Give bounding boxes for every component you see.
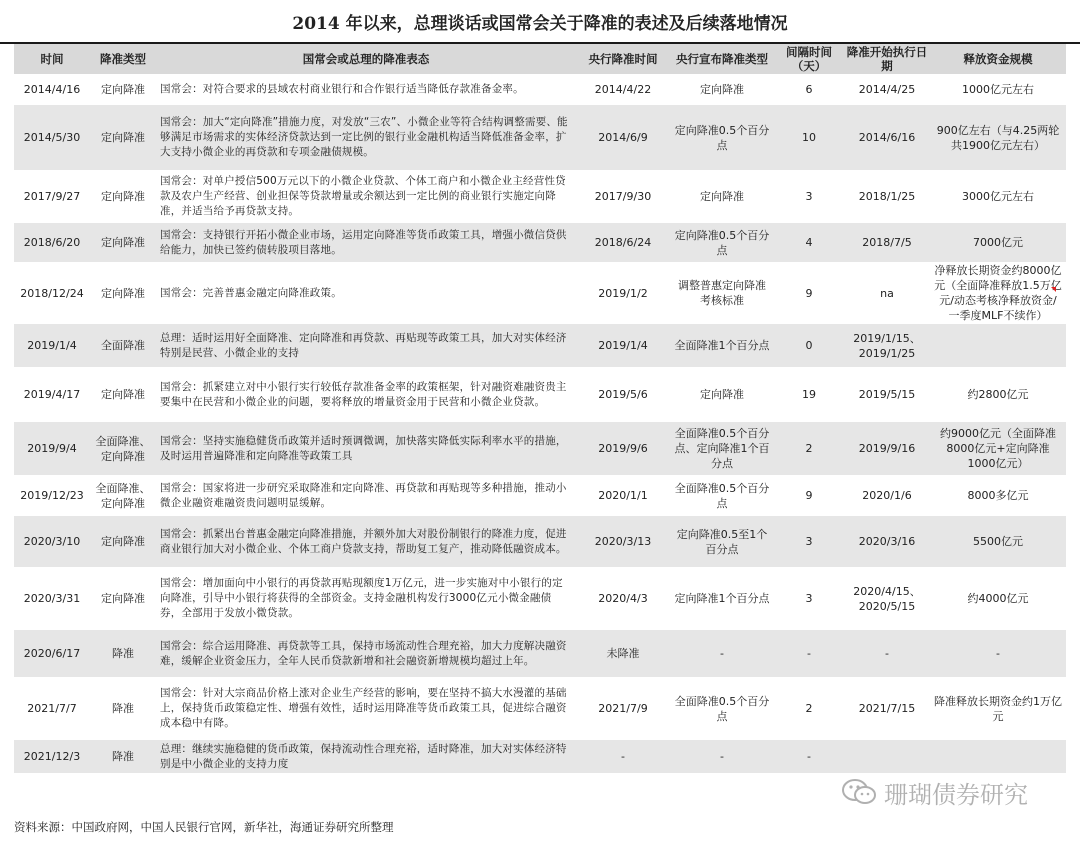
col-header-interval: 间隔时间（天）: [774, 44, 844, 75]
cell-statement: 国常会：对单户授信500万元以下的小微企业贷款、个体工商户和小微企业主经营性贷款及农户生产经营、创业担保等贷款增量或余额达到一定比例的商业银行实施定向降准，并适当给予再贷款支持。: [156, 171, 576, 223]
cell-release: [930, 740, 1066, 774]
cell-pboc-time: 2019/1/2: [576, 263, 670, 324]
table-row: [14, 223, 1066, 263]
cell-pboc-type: -: [670, 740, 774, 774]
cell-start: na: [844, 263, 930, 324]
cell-type: 定向降准: [90, 223, 156, 263]
cell-start: 2018/1/25: [844, 171, 930, 223]
cell-release: 5500亿元: [930, 516, 1066, 568]
table-row: [14, 740, 1066, 774]
cell-start: 2019/1/15、2019/1/25: [844, 324, 930, 368]
cell-type: 定向降准: [90, 263, 156, 324]
cell-pboc-time: 2019/1/4: [576, 324, 670, 368]
cell-release: 3000亿元左右: [930, 171, 1066, 223]
col-header-type: 降准类型: [90, 44, 156, 75]
cell-type: 降准: [90, 740, 156, 774]
col-header-pboc-type: 央行宣布降准类型: [670, 44, 774, 75]
cell-statement: 总理：适时运用好全面降准、定向降准和再贷款、再贴现等政策工具，加大对实体经济特别是民营、小微企业的支持: [156, 324, 576, 368]
cell-type: 全面降准: [90, 324, 156, 368]
cell-release: -: [930, 630, 1066, 678]
cell-time: 2021/7/7: [14, 678, 90, 740]
cell-interval: 9: [774, 476, 844, 516]
cell-start: 2020/1/6: [844, 476, 930, 516]
cell-time: 2020/3/31: [14, 568, 90, 630]
cell-start: [844, 740, 930, 774]
cell-pboc-type: 定向降准: [670, 368, 774, 422]
table-row: [14, 263, 1066, 324]
cell-pboc-time: -: [576, 740, 670, 774]
cell-pboc-type: 定向降准0.5个百分点: [670, 105, 774, 171]
cell-start: 2019/9/16: [844, 422, 930, 476]
cell-interval: 2: [774, 422, 844, 476]
cell-time: 2021/12/3: [14, 740, 90, 774]
cell-pboc-type: 定向降准1个百分点: [670, 568, 774, 630]
col-header-start: 降准开始执行日期: [844, 44, 930, 75]
cell-start: 2018/7/5: [844, 223, 930, 263]
watermark: [840, 775, 1028, 809]
cell-start: 2019/5/15: [844, 368, 930, 422]
cell-interval: 9: [774, 263, 844, 324]
cell-interval: 3: [774, 568, 844, 630]
cell-pboc-time: 2020/3/13: [576, 516, 670, 568]
cell-interval: 2: [774, 678, 844, 740]
wechat-icon: [840, 777, 878, 807]
cell-pboc-time: 2019/5/6: [576, 368, 670, 422]
cell-interval: -: [774, 630, 844, 678]
cell-statement: 国常会：综合运用降准、再贷款等工具，保持市场流动性合理充裕，加大力度解决融资难，缓解企业资金压力，全年人民币贷款新增和社会融资新增规模均超过上年。: [156, 630, 576, 678]
cell-pboc-type: 调整普惠定向降准考核标准: [670, 263, 774, 324]
cell-statement: 国常会：坚持实施稳健货币政策并适时预调微调，加快落实降低实际利率水平的措施，及时运用普遍降准和定向降准等政策工具: [156, 422, 576, 476]
table-title: 2014 年以来，总理谈话或国常会关于降准的表述及后续落地情况: [0, 0, 1080, 44]
cell-pboc-time: 2017/9/30: [576, 171, 670, 223]
comment-marker: [1051, 287, 1056, 292]
cell-type: 全面降准、定向降准: [90, 422, 156, 476]
col-header-pboc-time: 央行降准时间: [576, 44, 670, 75]
cell-time: 2019/9/4: [14, 422, 90, 476]
cell-time: 2018/6/20: [14, 223, 90, 263]
cell-statement: 国常会：抓紧出台普惠金融定向降准措施，并额外加大对股份制银行的降准力度，促进商业银行加大对小微企业、个体工商户贷款支持，帮助复工复产，推动降低融资成本。: [156, 516, 576, 568]
cell-type: 定向降准: [90, 368, 156, 422]
table-row: [14, 678, 1066, 740]
cell-pboc-type: 定向降准: [670, 75, 774, 105]
cell-pboc-type: 全面降准0.5个百分点、定向降准1个百分点: [670, 422, 774, 476]
cell-start: 2020/4/15、2020/5/15: [844, 568, 930, 630]
table-row: [14, 630, 1066, 678]
cell-type: 定向降准: [90, 516, 156, 568]
cell-start: 2021/7/15: [844, 678, 930, 740]
cell-time: 2017/9/27: [14, 171, 90, 223]
cell-statement: 国常会：完善普惠金融定向降准政策。: [156, 263, 576, 324]
cell-start: 2014/6/16: [844, 105, 930, 171]
cell-time: 2014/4/16: [14, 75, 90, 105]
col-header-statement: 国常会或总理的降准表态: [156, 44, 576, 75]
cell-release: 净释放长期资金约8000亿元（全面降准释放1.5万亿元/动态考核净释放资金/一季度MLF不续作）: [930, 263, 1066, 324]
cell-release: 约4000亿元: [930, 568, 1066, 630]
cell-time: 2020/6/17: [14, 630, 90, 678]
table-row: [14, 568, 1066, 630]
cell-type: 定向降准: [90, 568, 156, 630]
cell-statement: 国常会：增加面向中小银行的再贷款再贴现额度1万亿元，进一步实施对中小银行的定向降准，引导中小银行将获得的全部资金。支持金融机构发行3000亿元小微金融债券，全部用于发放小微贷款。: [156, 568, 576, 630]
cell-pboc-time: 2020/4/3: [576, 568, 670, 630]
cell-type: 定向降准: [90, 171, 156, 223]
cell-time: 2018/12/24: [14, 263, 90, 324]
rrr-cut-table: [14, 44, 1066, 774]
cell-time: 2019/4/17: [14, 368, 90, 422]
cell-pboc-type: 定向降准0.5至1个百分点: [670, 516, 774, 568]
cell-release: 约2800亿元: [930, 368, 1066, 422]
cell-pboc-type: 定向降准0.5个百分点: [670, 223, 774, 263]
cell-pboc-type: 全面降准0.5个百分点: [670, 476, 774, 516]
cell-pboc-time: 2021/7/9: [576, 678, 670, 740]
cell-time: 2014/5/30: [14, 105, 90, 171]
cell-statement: 国常会：针对大宗商品价格上涨对企业生产经营的影响，要在坚持不搞大水漫灌的基础上，保持货币政策稳定性、增强有效性，适时运用降准等货币政策工具，促进综合融资成本稳中有降。: [156, 678, 576, 740]
cell-time: 2020/3/10: [14, 516, 90, 568]
header-row: [14, 44, 1066, 75]
table-row: [14, 324, 1066, 368]
cell-interval: 3: [774, 516, 844, 568]
col-header-release: 释放资金规模: [930, 44, 1066, 75]
cell-release: 1000亿元左右: [930, 75, 1066, 105]
cell-start: 2014/4/25: [844, 75, 930, 105]
cell-release: 8000多亿元: [930, 476, 1066, 516]
table-row: [14, 171, 1066, 223]
cell-pboc-type: 全面降准0.5个百分点: [670, 678, 774, 740]
cell-pboc-type: 全面降准1个百分点: [670, 324, 774, 368]
cell-pboc-type: -: [670, 630, 774, 678]
cell-pboc-time: 2014/6/9: [576, 105, 670, 171]
cell-type: 降准: [90, 678, 156, 740]
source-note: 资料来源：中国政府网，中国人民银行官网，新华社，海通证券研究所整理: [14, 820, 394, 834]
cell-interval: 19: [774, 368, 844, 422]
cell-statement: 总理：继续实施稳健的货币政策，保持流动性合理充裕，适时降准，加大对实体经济特别是中小微企业的支持力度: [156, 740, 576, 774]
cell-pboc-time: 2019/9/6: [576, 422, 670, 476]
cell-pboc-time: 2020/1/1: [576, 476, 670, 516]
cell-pboc-time: 未降准: [576, 630, 670, 678]
table-row: [14, 105, 1066, 171]
cell-statement: 国常会：支持银行开拓小微企业市场，运用定向降准等货币政策工具，增强小微信贷供给能力，加快已签约债转股项目落地。: [156, 223, 576, 263]
cell-type: 全面降准、定向降准: [90, 476, 156, 516]
cell-start: -: [844, 630, 930, 678]
cell-interval: 0: [774, 324, 844, 368]
cell-type: 降准: [90, 630, 156, 678]
col-header-time: 时间: [14, 44, 90, 75]
cell-interval: -: [774, 740, 844, 774]
cell-statement: 国常会：加大“定向降准”措施力度，对发放“三农”、小微企业等符合结构调整需要、能够满足市场需求的实体经济贷款达到一定比例的银行业金融机构适当降低准备金率，扩大支持小微企业的再贷款和专项金融债规模。: [156, 105, 576, 171]
cell-interval: 3: [774, 171, 844, 223]
table-row: [14, 422, 1066, 476]
cell-pboc-type: 定向降准: [670, 171, 774, 223]
table-row: [14, 516, 1066, 568]
cell-start: 2020/3/16: [844, 516, 930, 568]
cell-release: 约9000亿元（全面降准8000亿元+定向降准1000亿元）: [930, 422, 1066, 476]
cell-statement: 国常会：对符合要求的县域农村商业银行和合作银行适当降低存款准备金率。: [156, 75, 576, 105]
cell-type: 定向降准: [90, 75, 156, 105]
cell-statement: 国常会：抓紧建立对中小银行实行较低存款准备金率的政策框架，针对融资难融资贵主要集中在民营和小微企业的问题，要将释放的增量资金用于民营和小微企业贷款。: [156, 368, 576, 422]
cell-pboc-time: 2014/4/22: [576, 75, 670, 105]
cell-interval: 4: [774, 223, 844, 263]
cell-pboc-time: 2018/6/24: [576, 223, 670, 263]
cell-interval: 6: [774, 75, 844, 105]
cell-release: 900亿左右（与4.25两轮共1900亿元左右）: [930, 105, 1066, 171]
watermark-text: 珊瑚债券研究: [884, 780, 1028, 809]
cell-release: [930, 324, 1066, 368]
table-row: [14, 368, 1066, 422]
cell-release: 降准释放长期资金约1万亿元: [930, 678, 1066, 740]
cell-release: 7000亿元: [930, 223, 1066, 263]
cell-statement: 国常会：国家将进一步研究采取降准和定向降准、再贷款和再贴现等多种措施，推动小微企业融资难融资贵问题明显缓解。: [156, 476, 576, 516]
cell-time: 2019/12/23: [14, 476, 90, 516]
table-row: [14, 75, 1066, 105]
cell-interval: 10: [774, 105, 844, 171]
cell-time: 2019/1/4: [14, 324, 90, 368]
cell-type: 定向降准: [90, 105, 156, 171]
table-row: [14, 476, 1066, 516]
